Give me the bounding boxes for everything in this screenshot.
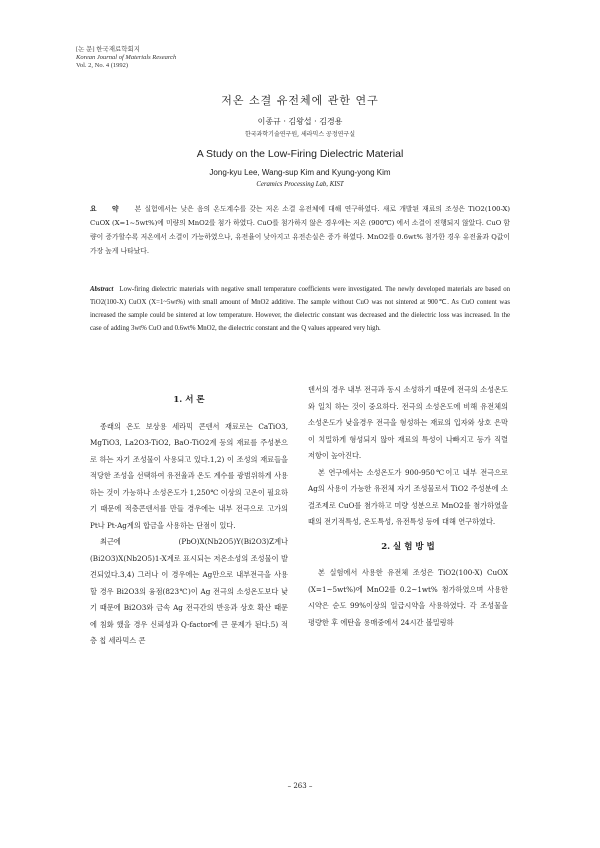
paragraph: 본 실험에서 사용한 유전체 조성은 TiO2(100-X) CuOX (X=1~5wt%)에 MnO2를 0.2~1wt% 첨가하였으며 사용한 시약은 순도 99%이상의 일급시약을 사용하였다. 각 조성물을 평량한 후 에탄올 용매중에서 24시간 볼밀링하	[308, 568, 508, 627]
journal-name-en: Korean Journal of Materials Research	[76, 54, 177, 61]
affiliation-english: Ceramics Processing Lab, KIST	[256, 181, 344, 188]
abstract-korean-text: 본 실험에서는 낮은 음의 온도계수를 갖는 저온 소결 유전체에 대해 연구하였다. 새로 개발된 재료의 조성은 TiO2(100-X) CuOX (X=1~5wt%)에 미량의 MnO2를 첨가 하였다. CuO를 첨가하지 않은 경우에는 저온 (900℃) 에서 소결이 진행되지 않았다. CuO 함량이 증가할수록 저온에서 소결이 가능하였으나, 유전율이 낮아지고 유전손실은 증가 하였다. MnO2를 0.6wt% 첨가한 경우 유전율과 Q값이 가장 높게 나타났다.	[90, 205, 511, 255]
paragraph: 덴서의 경우 내부 전극과 동시 소성하기 때문에 전극의 소성온도와 일치 하는 것이 중요하다. 전극의 소성온도에 비해 유전체의 소성온도가 낮을경우 전극을 형성하는 재료의 입자와 상호 은막이 치밀하게 형성되지 않아 재료의 특성이 나빠지고 등가 직렬 저항이 높아진다.	[308, 385, 508, 460]
authors-english: Jong-kyu Lee, Wang-sup Kim and Kyung-yong Kim	[209, 168, 391, 177]
section-heading-introduction: 1. 서 론	[173, 395, 205, 405]
affiliation-korean: 한국과학기술연구원, 세라믹스 공정연구실	[244, 131, 356, 138]
paragraph: 최근에 (PbO)X(Nb2O5)Y(Bi2O3)Z계나 (Bi2O3)X(Nb2O5)1-X계로 표시되는 저온소성의 조성물이 발견되었다.3,4) 그러나 이 경우에는 Ag만으로 내부전극을 사용할 경우 Bi2O3의 융점(823℃)이 Ag 전극의 소성온도보다 낮기 때문에 Bi2O3와 금속 Ag 전극간의 반응과 상호 확산 때문에 침화 했을 경우 신뢰성과 Q-factor에 큰 문제가 된다.5) 적층 칩 세라믹스 콘	[90, 537, 288, 645]
title-korean: 저온 소결 유전체에 관한 연구	[221, 94, 379, 107]
abstract-korean-label: 요 약	[90, 205, 125, 213]
left-column	[90, 382, 288, 650]
right-column	[308, 382, 508, 631]
paragraph: 종래의 온도 보상용 세라믹 콘덴서 재료로는 CaTiO3, MgTiO3, La2O3-TiO2, BaO-TiO2계 등의 재료를 주성분으로 하는 자기 조성물이 사용되고 있다.1,2) 이 조성의 재료들을 적당한 조성을 선택하여 유전율과 온도 계수를 광범위하게 사용하는 것이 가능하나 소성온도가 1,250℃ 이상의 고온이 필요하기 때문에 적층콘덴서를 만들 경우에는 내부 전극으로 고가의 Pt나 Pt-Ag계의 합금을 사용하는 단점이 있다.	[90, 421, 288, 530]
journal-header	[76, 46, 176, 70]
section-heading-methods: 2. 실 험 방 법	[381, 541, 435, 552]
abstract-english	[90, 283, 510, 335]
abstract-korean	[90, 202, 510, 258]
paragraph: 본 연구에서는 소성온도가 900-950℃이고 내부 전극으로 Ag의 사용이 가능한 유전체 자기 조성물로서 TiO2 주성분에 소결조제로 CuO를 첨가하고 미량 성분으로 MnO2를 첨가하였을때의 전기적특성, 온도특성, 유전특성 등에 대해 연구하였다.	[308, 467, 508, 526]
page-number: – 263 –	[287, 782, 313, 790]
title-english: A Study on the Low-Firing Dielectric Material	[196, 148, 404, 160]
abstract-english-text: Low-firing dielectric materials with negative small temperature coefficients were investigated. The newly developed materials are based on TiO2(100-X) CuOX (X=1~5wt%) with small amount of MnO2 additive. The sample without CuO was not sintered at 900℃. As CuO content was increased the sample could be sintered at low temperature. However, the dielectric constant was decreased and the dielectric loss was increased. In the case of adding 3wt% CuO and 0.6wt% MnO2, the dielectric constant and the Q values appeared very high.	[90, 286, 510, 332]
authors-korean: 이종규 · 김왕섭 · 김경용	[257, 117, 343, 126]
journal-volume: Vol. 2, No. 4 (1992)	[76, 62, 129, 69]
journal-name-ko: [논 문] 한국재료학회지	[76, 46, 141, 53]
abstract-english-label: Abstract	[90, 286, 114, 293]
